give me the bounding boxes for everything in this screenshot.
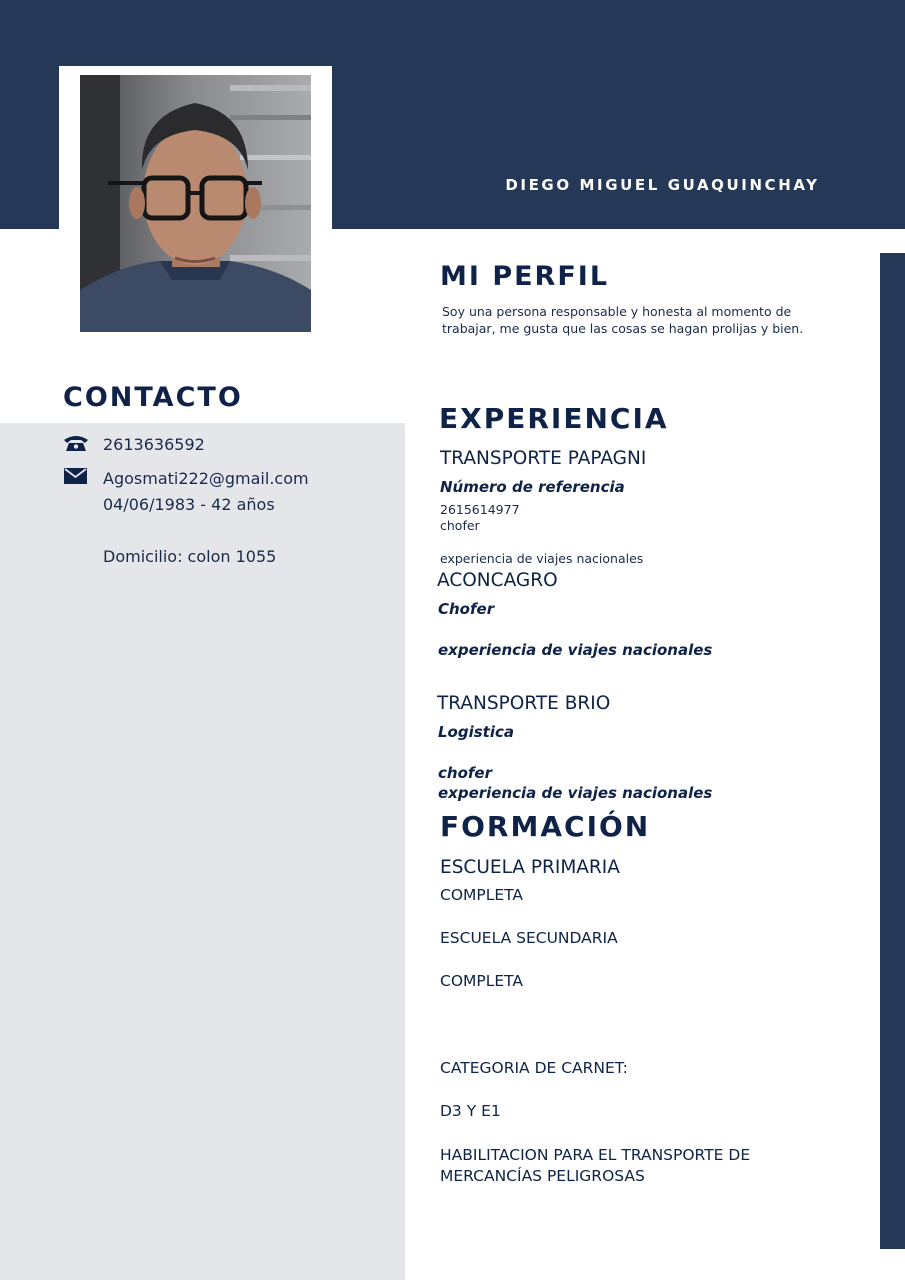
contact-heading: CONTACTO (63, 382, 243, 413)
profile-photo-illustration (80, 75, 311, 332)
hazmat-license-line-2: MERCANCÍAS PELIGROSAS (440, 1167, 645, 1185)
job2-role: Chofer (438, 600, 495, 618)
job3-area: Logistica (438, 723, 514, 741)
birth-date: 04/06/1983 - 42 años (103, 495, 275, 514)
job1-detail: experiencia de viajes nacionales (440, 551, 644, 566)
job3-detail: experiencia de viajes nacionales (438, 784, 713, 802)
secondary-school-status: COMPLETA (440, 972, 524, 990)
job1-company: TRANSPORTE PAPAGNI (440, 448, 647, 469)
job1-reference-label: Número de referencia (440, 478, 625, 496)
right-accent-bar (880, 253, 905, 1249)
license-category-value: D3 Y E1 (440, 1102, 501, 1120)
profile-photo (80, 75, 311, 332)
phone-icon (63, 434, 89, 456)
license-category-label: CATEGORIA DE CARNET: (440, 1059, 628, 1077)
full-name: DIEGO MIGUEL GUAQUINCHAY (505, 176, 820, 194)
education-heading: FORMACIÓN (440, 810, 651, 843)
job1-reference-number: 2615614977 (440, 502, 520, 517)
profile-text-line-1: Soy una persona responsable y honesta al momento de (442, 304, 792, 319)
phone-number: 2613636592 (103, 435, 205, 454)
email-address: Agosmati222@gmail.com (103, 469, 309, 488)
profile-text-line-2: trabajar, me gusta que las cosas se hagan prolijas y bien. (442, 321, 804, 336)
primary-school-status: COMPLETA (440, 886, 524, 904)
experience-heading: EXPERIENCIA (439, 402, 669, 435)
hazmat-license-line-1: HABILITACION PARA EL TRANSPORTE DE (440, 1146, 751, 1164)
profile-heading: MI PERFIL (440, 261, 610, 292)
mail-icon (64, 468, 87, 488)
job3-company: TRANSPORTE BRIO (437, 693, 611, 714)
job1-role: chofer (440, 518, 480, 533)
address: Domicilio: colon 1055 (103, 547, 277, 566)
job2-detail: experiencia de viajes nacionales (438, 641, 713, 659)
job2-company: ACONCAGRO (437, 570, 558, 591)
primary-school: ESCUELA PRIMARIA (440, 857, 620, 878)
secondary-school: ESCUELA SECUNDARIA (440, 929, 618, 947)
job3-role: chofer (438, 764, 492, 782)
